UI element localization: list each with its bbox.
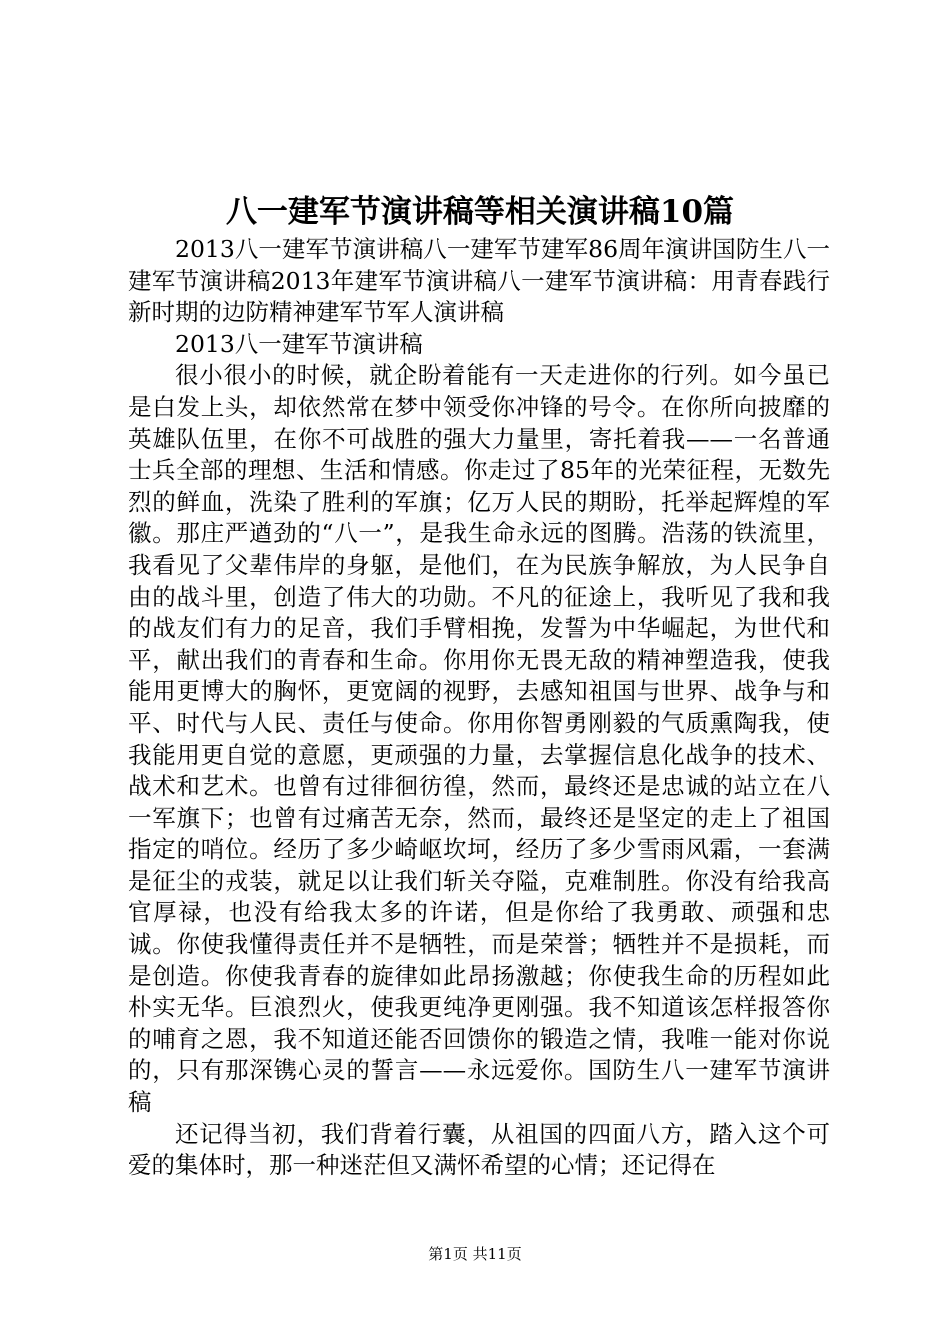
paragraph-speech: 很小很小的时候，就企盼着能有一天走进你的行列。如今虽已是白发上头，却依然常在梦中领受你冲锋的号令。在你所向披靡的英雄队伍里，在你不可战胜的强大力量里，寄托着我——一名普通士兵全部的理想、生活和情感。你走过了85年的光荣征程，无数先烈的鲜血，洗染了胜利的军旗；亿万人民的期盼，托举起辉煌的军徽。那庄严遒劲的“八一”，是我生命永远的图腾。浩荡的铁流里，我看见了父辈伟岸的身躯，是他们，在为民族争解放，为人民争自由的战斗里，创造了伟大的功勋。不凡的征途上，我听见了我和我的战友们有力的足音，我们手臂相挽，发誓为中华崛起，为世代和平，献出我们的青春和生命。你用你无畏无敌的精神塑造我，使我能用更博大的胸怀，更宽阔的视野，去感知祖国与世界、战争与和平、时代与人民、责任与使命。你用你智勇刚毅的气质熏陶我，使我能用更自觉的意愿，更顽强的力量，去掌握信息化战争的技术、战术和艺术。也曾有过徘徊彷徨，然而，最终还是忠诚的站立在八一军旗下；也曾有过痛苦无奈，然而，最终还是坚定的走上了祖国指定的哨位。经历了多少崎岖坎坷，经历了多少雪雨风霜，一套满是征尘的戎装，就足以让我们斩关夺隘，克难制胜。你没有给我高官厚禄，也没有给我太多的许诺，但是你给了我勇敢、顽强和忠诚。你使我懂得责任并不是牺牲，而是荣誉；牺牲并不是损耗，而是创造。你使我青春的旋律如此昂扬激越；你使我生命的历程如此朴实无华。巨浪烈火，使我更纯净更刚强。我不知道该怎样报答你的哺育之恩，我不知道还能否回馈你的锻造之情，我唯一能对你说的，只有那深镌心灵的誓言——永远爱你。国防生八一建军节演讲稿 [128, 361, 830, 1117]
document-body [128, 234, 830, 1182]
section-heading: 2013八一建军节演讲稿 [175, 329, 423, 358]
document-title: 八一建军节演讲稿等相关演讲稿10篇 [225, 194, 735, 230]
page-footer: 第1页 共11页 [428, 1245, 522, 1263]
paragraph-intro: 2013八一建军节演讲稿八一建军节建军86周年演讲国防生八一建军节演讲稿2013年建军节演讲稿八一建军节演讲稿：用青春践行新时期的边防精神建军节军人演讲稿 [128, 235, 830, 327]
paragraph-continued: 还记得当初，我们背着行囊，从祖国的四面八方，踏入这个可爱的集体时，那一种迷茫但又满怀希望的心情；还记得在 [128, 1119, 830, 1180]
